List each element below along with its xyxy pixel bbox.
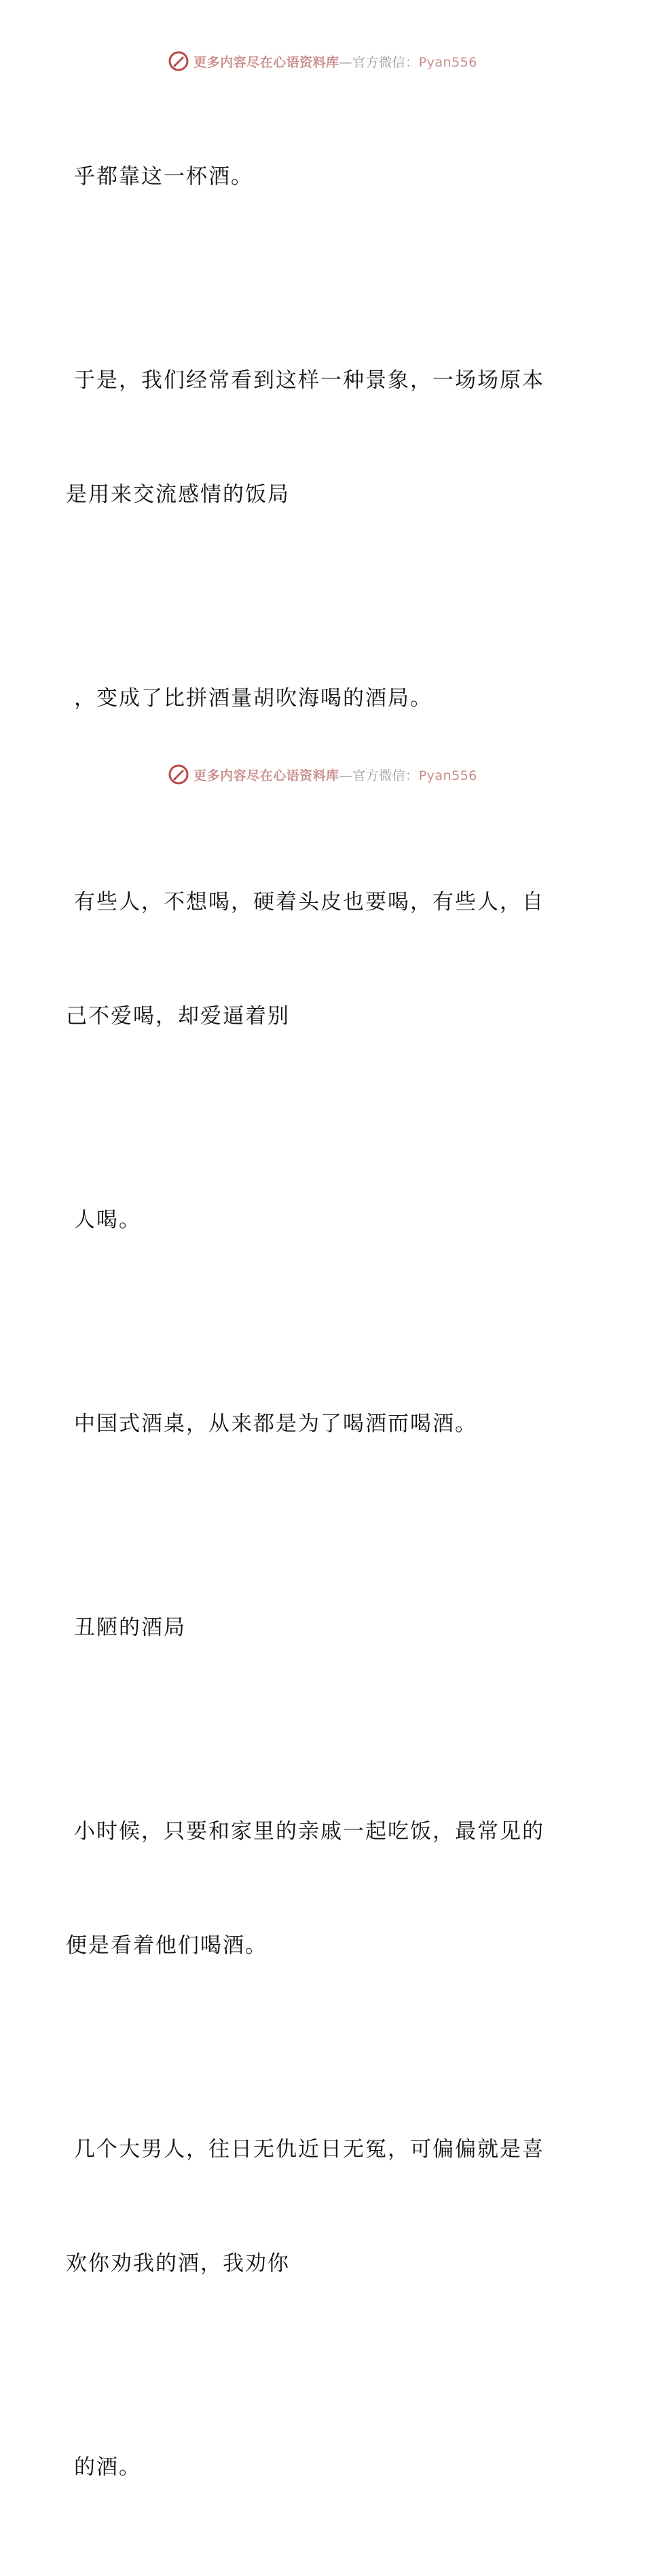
paragraph-line: 于是，我们经常看到这样一种景象，一场场原本 (74, 368, 545, 393)
paragraph (66, 1329, 568, 1519)
paragraph-line: 己不爱喝，却爱逼着别 (66, 1004, 290, 1028)
watermark-wechat-id: Pyan556 (418, 768, 477, 783)
paragraph (66, 1125, 568, 1315)
paragraph-line: 几个大男人，往日无仇近日无冤，可偏偏就是喜 (74, 2137, 545, 2162)
document-body (66, 82, 568, 2576)
paragraph-line: 是用来交流感情的饭局 (66, 482, 290, 507)
paragraph-line: 便是看着他们喝酒。 (66, 1933, 268, 1958)
watermark-dash: — (339, 768, 353, 783)
quill-seal-icon (168, 50, 189, 72)
paragraph (66, 2054, 568, 2359)
paragraph (66, 82, 568, 272)
quill-seal-icon (168, 764, 189, 785)
paragraph-line: 乎都靠这一杯酒。 (74, 164, 253, 189)
watermark-wechat-id: Pyan556 (418, 54, 477, 70)
paragraph (66, 807, 568, 1111)
watermark-text (194, 766, 477, 784)
paragraph-line: ，变成了比拼酒量胡吹海喝的酒局。 (74, 686, 432, 711)
watermark-dash: — (339, 54, 353, 70)
watermark-brand: 更多内容尽在心语资料库 (194, 768, 339, 783)
paragraph-line: 中国式酒桌，从来都是为了喝酒而喝酒。 (74, 1412, 477, 1436)
watermark-official-label: 官方微信： (352, 768, 419, 783)
paragraph-line: 有些人，不想喝，硬着头皮也要喝，有些人，自 (74, 890, 545, 914)
paragraph-line: 的酒。 (74, 2455, 141, 2480)
watermark-brand: 更多内容尽在心语资料库 (194, 54, 339, 70)
header-watermark (0, 48, 645, 75)
watermark-official-label: 官方微信： (352, 54, 419, 70)
paragraph-line: 丑陋的酒局 (74, 1615, 186, 1640)
paragraph (66, 285, 568, 590)
footer-watermark (0, 761, 645, 788)
paragraph-line: 欢你劝我的酒，我劝你 (66, 2251, 290, 2276)
watermark-text (194, 52, 477, 71)
paragraph-line: 小时候，只要和家里的亲戚一起吃饭，最常见的 (74, 1819, 545, 1844)
paragraph (66, 2372, 568, 2562)
section-heading (66, 1533, 568, 1723)
paragraph (66, 1736, 568, 2041)
paragraph-line: 人喝。 (74, 1208, 141, 1232)
